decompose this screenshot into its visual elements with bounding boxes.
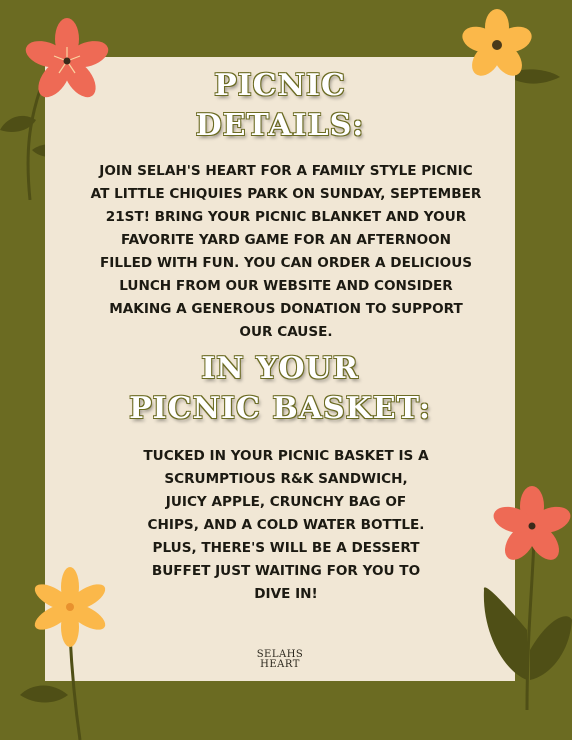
paragraph-line: PLUS, THERE'S WILL BE A DESSERT: [152, 540, 420, 556]
paragraph-line: BUFFET JUST WAITING FOR YOU TO: [151, 563, 421, 579]
paragraph-line: DIVE IN!: [254, 586, 318, 602]
details-paragraph: [70, 160, 502, 344]
heading-line: PICNIC BASKET:: [129, 391, 431, 426]
picnic-details-heading: [45, 66, 515, 146]
paragraph-line: JOIN SELAH'S HEART FOR A FAMILY STYLE PICNIC: [99, 163, 473, 179]
paragraph-line: LUNCH FROM OUR WEBSITE AND CONSIDER: [119, 278, 453, 294]
paragraph-line: AT LITTLE CHIQUIES PARK ON SUNDAY, SEPTEMBER: [90, 186, 482, 202]
logo-line: HEART: [260, 659, 300, 670]
basket-paragraph: [125, 445, 447, 606]
heading-line: IN YOUR: [201, 351, 359, 386]
paragraph-line: 21ST! BRING YOUR PICNIC BLANKET AND YOUR: [105, 209, 467, 225]
paragraph-line: MAKING A GENEROUS DONATION TO SUPPORT: [109, 301, 463, 317]
heading-line: PICNIC: [214, 68, 346, 103]
red-flower-bottom-icon: [472, 480, 572, 710]
yellow-flower-bottom-icon: [20, 565, 120, 740]
paragraph-line: TUCKED IN YOUR PICNIC BASKET IS A: [143, 448, 429, 464]
paragraph-line: JUICY APPLE, CRUNCHY BAG OF: [165, 494, 407, 510]
paragraph-line: OUR CAUSE.: [239, 324, 333, 340]
picnic-basket-heading: [45, 349, 515, 429]
paragraph-line: SCRUMPTIOUS R&K SANDWICH,: [164, 471, 408, 487]
logo-line: SELAHS: [256, 649, 304, 660]
selahs-heart-logo: [233, 650, 327, 670]
paragraph-line: FILLED WITH FUN. YOU CAN ORDER A DELICIOUS: [99, 255, 473, 271]
paragraph-line: CHIPS, AND A COLD WATER BOTTLE.: [147, 517, 425, 533]
paragraph-line: FAVORITE YARD GAME FOR AN AFTERNOON: [120, 232, 452, 248]
heading-line: DETAILS:: [195, 108, 365, 143]
